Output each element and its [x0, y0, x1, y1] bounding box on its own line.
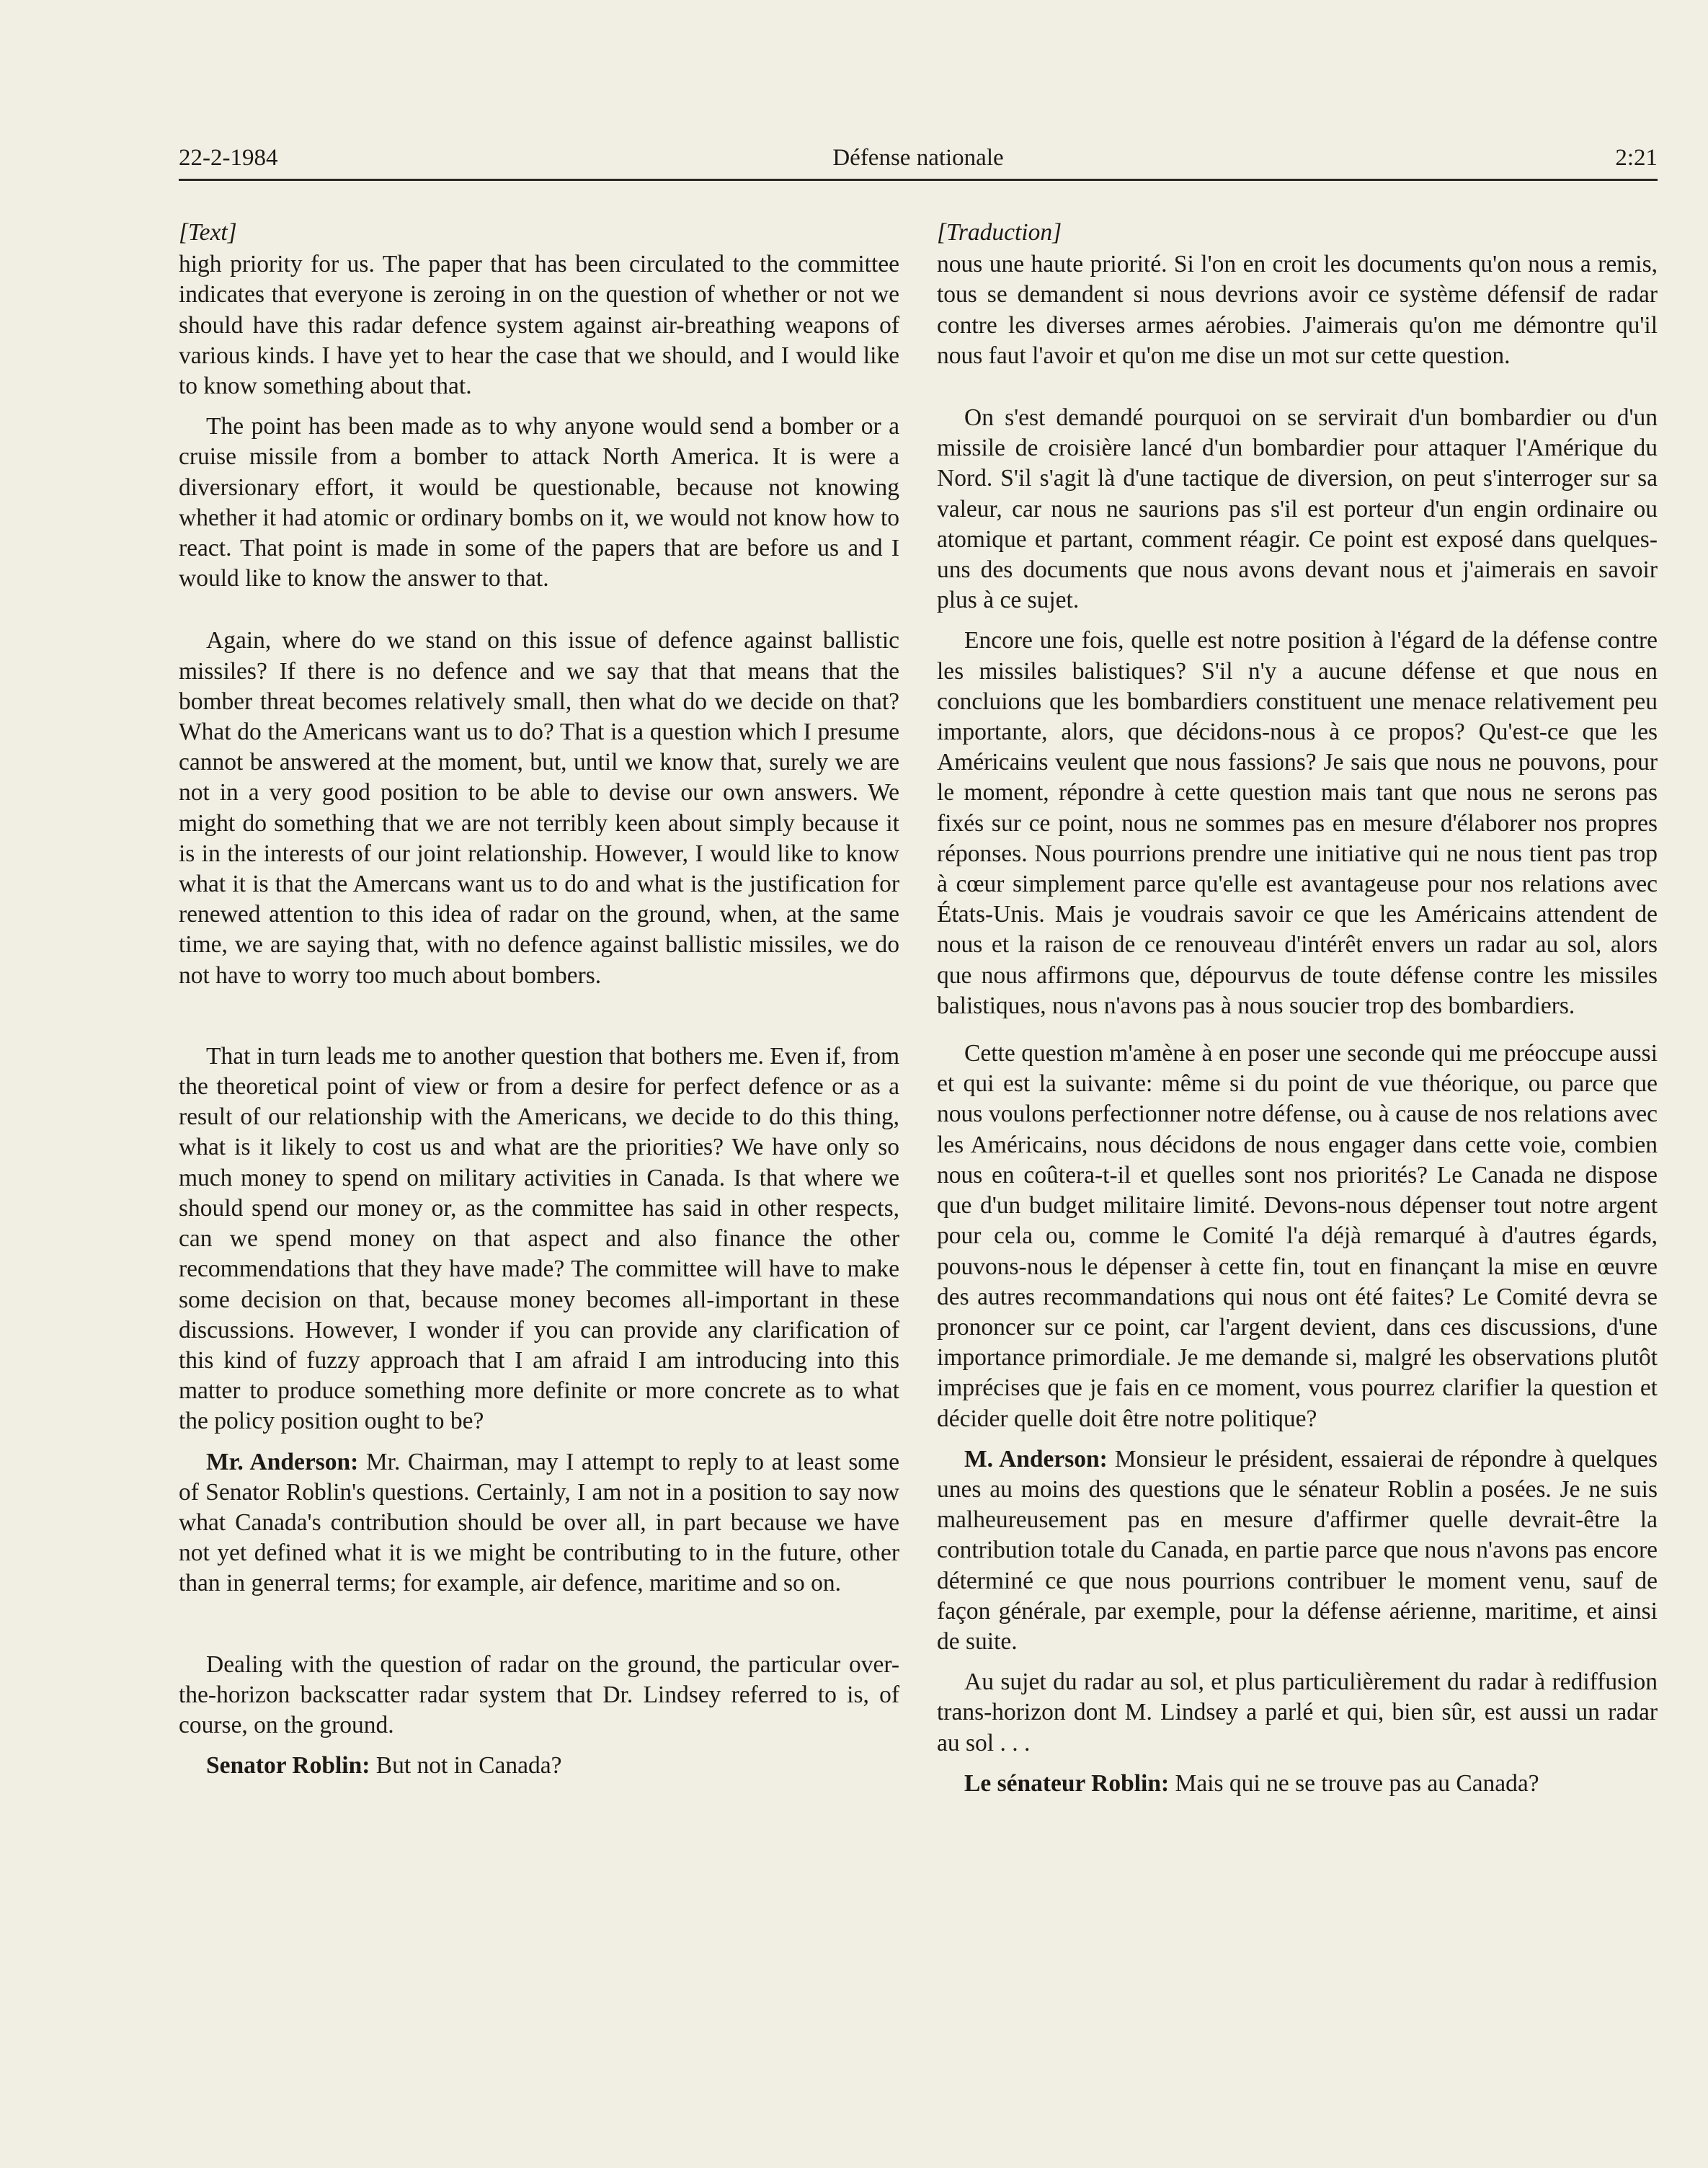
header-page-number: 2:21: [1615, 145, 1658, 171]
running-header: [179, 141, 1658, 174]
paragraph: high priority for us. The paper that has been circulated to the committee indicates that everyone is zeroing in on the question of whether or not we should have this radar defence system against air-breathing weapons of various kinds. I have yet to hear the case that we should, and I would like to know something about that.: [179, 251, 899, 400]
speaker-name: Le sénateur Roblin:: [964, 1769, 1170, 1797]
speaker-paragraph: Le sénateur Roblin: Mais qui ne se trouve pas au Canada?: [964, 1769, 1539, 1797]
speaker-name: Mr. Anderson:: [206, 1448, 359, 1475]
speaker-name: Senator Roblin:: [206, 1752, 370, 1780]
paragraph: On s'est demandé pourquoi on se servirait d'un bombardier ou d'un missile de croisière lancé d'un bombardier pour attaquer l'Amérique du Nord. S'il s'agit là d'une tactique de diversion, on peut s'interroger sur sa valeur, car nous ne saurions pas s'il est porteur d'un engin ordinaire ou atomique et partant, comment réagir. Ce point est exposé dans quelques-uns des documents que nous avons devant nous et j'aimerais en savoir plus à ce sujet.: [937, 404, 1658, 614]
paragraph: The point has been made as to why anyone would send a bomber or a cruise missile from a bomber to attack North America. It is were a diversionary effort, it would be questionable, because not knowing whether it had atomic or ordinary bombs on it, we would not know how to react. That point is made in some of the papers that are before us and I would like to know the answer to that.: [179, 413, 899, 592]
paragraph: That in turn leads me to another question that bothers me. Even if, from the theoretical point of view or from a desire for perfect defence or as a result of our relationship with the Americans, we decide to do this thing, what is it likely to cost us and what are the priorities? We have only so much money to spend on military activities in Canada. Is that where we should spend our money or, as the committee has said in other respects, can we spend money on that aspect and also finance the other recommendations that they have made? The committee will have to make some decision on that, because money becomes all-important in these discussions. However, I wonder if you can provide any clarification of this kind of fuzzy approach that I am afraid I am introducing into this matter to produce something more definite or more concrete as to what the policy position ought to be?: [179, 1042, 899, 1435]
paragraph: Again, where do we stand on this issue of defence against ballistic missiles? If there is no defence and we say that that means that the bomber threat becomes relatively small, then what do we decide on that? What do the Americans want us to do? That is a question which I presume cannot be answered at the moment, but, until we know that, surely we are not in a very good position to be able to devise our own answers. We might do something that we are not terribly keen about simply because it is in the interests of our joint relationship. However, I would like to know what it is that the Amercans want us to do and what is the justification for renewed attention to this idea of radar on the ground, when, at the same time, we are saying that, with no defence against ballistic missiles, we do not have to worry too much about bombers.: [179, 627, 899, 989]
speaker-paragraph: Mr. Anderson: Mr. Chairman, may I attempt to reply to at least some of Senator Roblin's questions. Certainly, I am not in a position to say now what Canada's contribution should be over all, in part because we have not yet defined what it is we might be contributing to in the future, other than in generral terms; for example, air defence, maritime and so on.: [179, 1448, 899, 1597]
paragraph: Encore une fois, quelle est notre position à l'égard de la défense contre les missiles balistiques? S'il n'y a aucune défense et que nous en concluions que les bombardiers constituent une menace relativement peu importante, alors, que décidons-nous à ce propos? Qu'est-ce que les Américains veulent que nous fassions? Je sais que nous ne pouvons, pour le moment, répondre à cette question mais tant que nous ne serons pas fixés sur ce point, nous ne sommes pas en mesure d'élaborer nos propres réponses. Nous pourrions prendre une initiative qui ne nous tient pas trop à cœur simplement parce qu'elle est avantageuse pour nos relations avec États-Unis. Mais je voudrais savoir ce que les Américains attendent de nous et la raison de ce renouveau d'intérêt envers un radar au sol, alors que nous affirmons que, dépourvus de toute défense contre les missiles balistiques, nous n'avons pas à nous soucier trop des bombardiers.: [937, 627, 1658, 1019]
paragraph: Dealing with the question of radar on the ground, the particular over-the-horizon backscatter radar system that Dr. Lindsey referred to is, of course, on the ground.: [179, 1651, 899, 1738]
french-column: [937, 218, 1658, 1799]
speaker-name: M. Anderson:: [964, 1445, 1108, 1472]
header-date: 22-2-1984: [179, 145, 278, 171]
header-title: Défense nationale: [832, 145, 1004, 171]
paragraph: Au sujet du radar au sol, et plus particulièrement du radar à rediffusion trans-horizon dont M. Lindsey a parlé et qui, bien sûr, est aussi un radar au sol . . .: [937, 1669, 1658, 1756]
language-tag-traduction: [Traduction]: [937, 219, 1062, 246]
paragraph: Cette question m'amène à en poser une seconde qui me préoccupe aussi et qui est la suivante: même si du point de vue théorique, ou parce que nous voulons perfectionner notre défense, ou à cause de nos relations avec les Américains, nous décidons de nous engager dans cette voie, combien nous en coûtera-t-il et quelles sont nos priorités? Le Canada ne dispose que d'un budget militaire limité. Devons-nous dépenser tout notre argent pour cela ou, comme le Comité l'a déjà remarqué à d'autres égards, pouvons-nous le dépenser à cette fin, tout en finançant la mise en œuvre des autres recommandations qui nous ont été faites? Le Comité devra se prononcer sur ce point, car l'argent devient, dans ces discussions, d'une importance primordiale. Je me demande si, malgré les observations plutôt imprécises que je fais en ce moment, vous pourrez clarifier la question et décider quelle doit être notre politique?: [937, 1040, 1658, 1432]
language-tag-text: [Text]: [179, 219, 237, 246]
english-column: [179, 218, 899, 1781]
header-rule: [179, 179, 1658, 181]
speaker-paragraph: Senator Roblin: But not in Canada?: [206, 1752, 562, 1780]
paragraph: nous une haute priorité. Si l'on en croit les documents qu'on nous a remis, tous se demandent si nous devrions avoir ce système défensif de radar contre les diverses armes aérobies. J'aimerais qu'on me démontre qu'il nous faut l'avoir et qu'on me dise un mot sur cette question.: [937, 251, 1658, 369]
speaker-paragraph: M. Anderson: Monsieur le président, essaierai de répondre à quelques unes au moins des questions que le sénateur Roblin a posées. Je ne suis malheureusement pas en mesure d'affirmer quelle devrait-être la contribution totale du Canada, en partie parce que nous n'avons pas encore déterminé ce que nous pourrions contribuer le moment venu, sauf de façon générale, par exemple, pour la défense aérienne, maritime, et ainsi de suite.: [937, 1445, 1658, 1655]
